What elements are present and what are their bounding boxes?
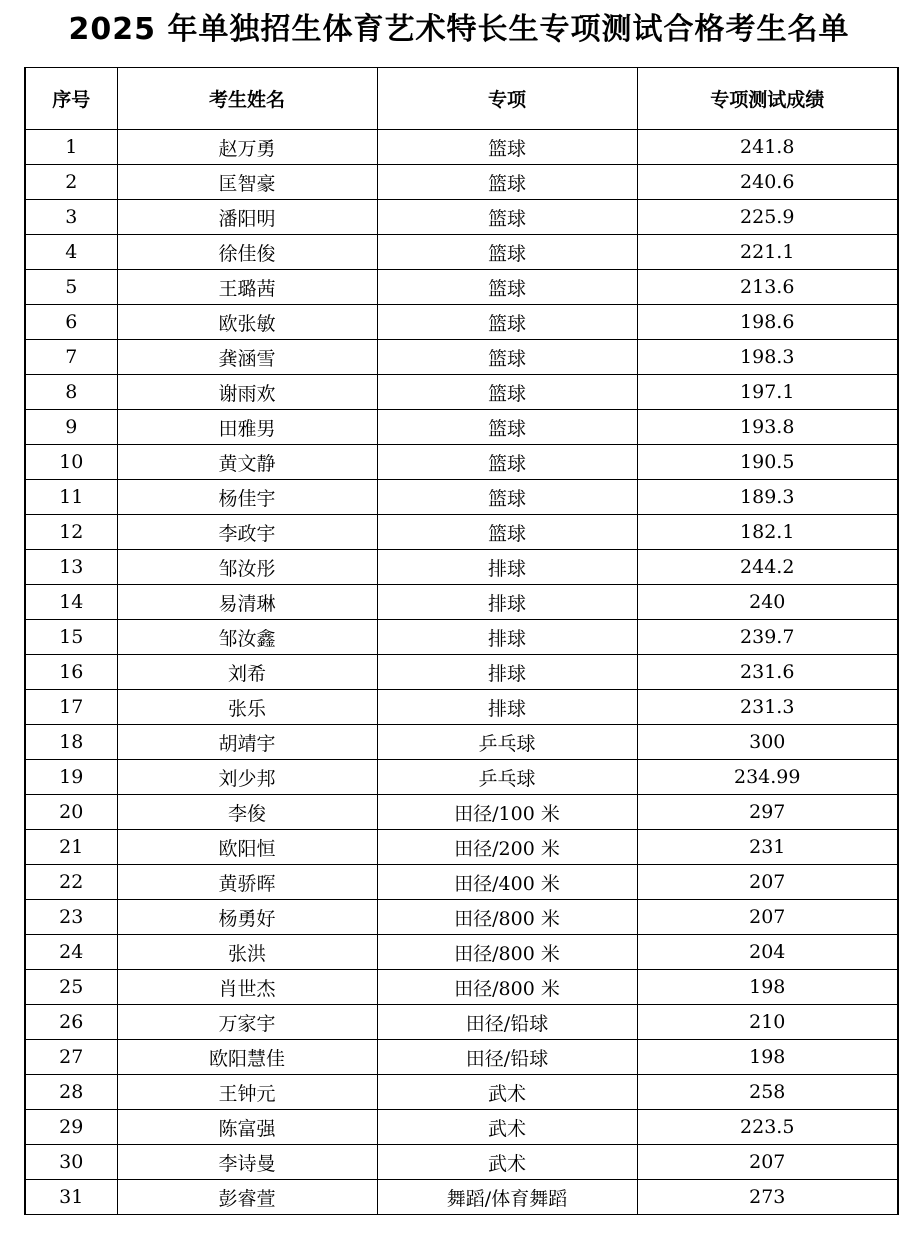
cell-serial-number: 16 (25, 655, 117, 690)
cell-serial-number: 27 (25, 1040, 117, 1075)
cell-student-name: 邹汝鑫 (117, 620, 377, 655)
table-row (25, 690, 898, 725)
cell-student-name: 李政宇 (117, 515, 377, 550)
table-row (25, 1075, 898, 1110)
cell-student-name: 匡智豪 (117, 165, 377, 200)
cell-specialty: 排球 (377, 620, 637, 655)
table-row (25, 340, 898, 375)
cell-specialty: 篮球 (377, 340, 637, 375)
cell-specialty: 篮球 (377, 375, 637, 410)
cell-test-score: 193.8 (637, 410, 898, 445)
cell-student-name: 李诗曼 (117, 1145, 377, 1180)
table-row (25, 1145, 898, 1180)
cell-student-name: 刘少邦 (117, 760, 377, 795)
cell-specialty: 篮球 (377, 130, 637, 165)
cell-serial-number: 4 (25, 235, 117, 270)
cell-student-name: 徐佳俊 (117, 235, 377, 270)
cell-specialty: 武术 (377, 1110, 637, 1145)
table-row (25, 795, 898, 830)
cell-student-name: 杨勇好 (117, 900, 377, 935)
cell-test-score: 198 (637, 970, 898, 1005)
cell-serial-number: 25 (25, 970, 117, 1005)
cell-student-name: 王钟元 (117, 1075, 377, 1110)
cell-student-name: 易清琳 (117, 585, 377, 620)
cell-serial-number: 6 (25, 305, 117, 340)
cell-serial-number: 7 (25, 340, 117, 375)
cell-specialty: 舞蹈/体育舞蹈 (377, 1180, 637, 1215)
cell-test-score: 182.1 (637, 515, 898, 550)
table-row (25, 725, 898, 760)
table-row (25, 1005, 898, 1040)
cell-test-score: 225.9 (637, 200, 898, 235)
cell-student-name: 赵万勇 (117, 130, 377, 165)
table-row (25, 270, 898, 305)
cell-student-name: 张洪 (117, 935, 377, 970)
cell-test-score: 189.3 (637, 480, 898, 515)
cell-student-name: 潘阳明 (117, 200, 377, 235)
cell-test-score: 231.3 (637, 690, 898, 725)
header-test-score: 专项测试成绩 (637, 68, 898, 130)
cell-specialty: 武术 (377, 1075, 637, 1110)
cell-test-score: 198.3 (637, 340, 898, 375)
cell-specialty: 篮球 (377, 235, 637, 270)
cell-test-score: 198.6 (637, 305, 898, 340)
cell-specialty: 乒乓球 (377, 760, 637, 795)
cell-serial-number: 23 (25, 900, 117, 935)
cell-specialty: 田径/800 米 (377, 900, 637, 935)
cell-serial-number: 26 (25, 1005, 117, 1040)
cell-student-name: 黄骄晖 (117, 865, 377, 900)
cell-serial-number: 11 (25, 480, 117, 515)
cell-specialty: 田径/400 米 (377, 865, 637, 900)
header-serial-number: 序号 (25, 68, 117, 130)
cell-serial-number: 31 (25, 1180, 117, 1215)
cell-serial-number: 3 (25, 200, 117, 235)
table-row (25, 1040, 898, 1075)
cell-test-score: 273 (637, 1180, 898, 1215)
cell-test-score: 300 (637, 725, 898, 760)
cell-serial-number: 13 (25, 550, 117, 585)
table-row (25, 235, 898, 270)
table-row (25, 130, 898, 165)
cell-serial-number: 17 (25, 690, 117, 725)
cell-test-score: 241.8 (637, 130, 898, 165)
cell-test-score: 213.6 (637, 270, 898, 305)
table-row (25, 515, 898, 550)
cell-specialty: 篮球 (377, 270, 637, 305)
table-row (25, 900, 898, 935)
cell-test-score: 244.2 (637, 550, 898, 585)
cell-student-name: 欧阳恒 (117, 830, 377, 865)
cell-serial-number: 22 (25, 865, 117, 900)
cell-serial-number: 9 (25, 410, 117, 445)
cell-specialty: 排球 (377, 655, 637, 690)
cell-serial-number: 15 (25, 620, 117, 655)
cell-specialty: 乒乓球 (377, 725, 637, 760)
table-body (25, 130, 898, 1215)
cell-test-score: 240 (637, 585, 898, 620)
cell-student-name: 陈富强 (117, 1110, 377, 1145)
cell-serial-number: 1 (25, 130, 117, 165)
cell-serial-number: 24 (25, 935, 117, 970)
cell-test-score: 240.6 (637, 165, 898, 200)
cell-specialty: 排球 (377, 585, 637, 620)
table-row (25, 620, 898, 655)
cell-specialty: 排球 (377, 550, 637, 585)
cell-test-score: 198 (637, 1040, 898, 1075)
cell-specialty: 武术 (377, 1145, 637, 1180)
cell-specialty: 田径/800 米 (377, 935, 637, 970)
table-row (25, 445, 898, 480)
cell-student-name: 万家宇 (117, 1005, 377, 1040)
cell-serial-number: 12 (25, 515, 117, 550)
table-row (25, 1110, 898, 1145)
cell-specialty: 田径/200 米 (377, 830, 637, 865)
table-row (25, 830, 898, 865)
table-row (25, 655, 898, 690)
cell-serial-number: 8 (25, 375, 117, 410)
cell-serial-number: 5 (25, 270, 117, 305)
cell-specialty: 排球 (377, 690, 637, 725)
cell-test-score: 210 (637, 1005, 898, 1040)
cell-test-score: 207 (637, 900, 898, 935)
cell-student-name: 黄文静 (117, 445, 377, 480)
table-row (25, 480, 898, 515)
table-row (25, 165, 898, 200)
qualified-students-table (24, 67, 899, 1215)
table-row (25, 1180, 898, 1215)
cell-student-name: 彭睿萱 (117, 1180, 377, 1215)
cell-test-score: 231 (637, 830, 898, 865)
cell-test-score: 207 (637, 865, 898, 900)
cell-specialty: 田径/铅球 (377, 1040, 637, 1075)
cell-test-score: 221.1 (637, 235, 898, 270)
cell-serial-number: 14 (25, 585, 117, 620)
cell-test-score: 204 (637, 935, 898, 970)
cell-test-score: 223.5 (637, 1110, 898, 1145)
cell-specialty: 篮球 (377, 305, 637, 340)
cell-specialty: 田径/铅球 (377, 1005, 637, 1040)
cell-test-score: 239.7 (637, 620, 898, 655)
cell-student-name: 胡靖宇 (117, 725, 377, 760)
table-row (25, 410, 898, 445)
cell-student-name: 欧阳慧佳 (117, 1040, 377, 1075)
page-title: 2025 年单独招生体育艺术特长生专项测试合格考生名单 (68, 12, 850, 47)
cell-serial-number: 30 (25, 1145, 117, 1180)
table-row (25, 375, 898, 410)
table-row (25, 760, 898, 795)
cell-specialty: 田径/100 米 (377, 795, 637, 830)
cell-test-score: 231.6 (637, 655, 898, 690)
cell-student-name: 王璐茜 (117, 270, 377, 305)
cell-serial-number: 19 (25, 760, 117, 795)
cell-specialty: 篮球 (377, 165, 637, 200)
cell-test-score: 197.1 (637, 375, 898, 410)
cell-serial-number: 21 (25, 830, 117, 865)
cell-serial-number: 28 (25, 1075, 117, 1110)
table-row (25, 550, 898, 585)
table-row (25, 970, 898, 1005)
cell-serial-number: 29 (25, 1110, 117, 1145)
cell-student-name: 欧张敏 (117, 305, 377, 340)
cell-specialty: 篮球 (377, 445, 637, 480)
cell-specialty: 篮球 (377, 480, 637, 515)
cell-student-name: 刘希 (117, 655, 377, 690)
cell-serial-number: 20 (25, 795, 117, 830)
table-row (25, 200, 898, 235)
cell-student-name: 杨佳宇 (117, 480, 377, 515)
table-row (25, 935, 898, 970)
cell-test-score: 207 (637, 1145, 898, 1180)
cell-test-score: 234.99 (637, 760, 898, 795)
cell-test-score: 258 (637, 1075, 898, 1110)
cell-specialty: 田径/800 米 (377, 970, 637, 1005)
cell-specialty: 篮球 (377, 410, 637, 445)
cell-specialty: 篮球 (377, 515, 637, 550)
cell-student-name: 邹汝彤 (117, 550, 377, 585)
cell-student-name: 肖世杰 (117, 970, 377, 1005)
table-row (25, 865, 898, 900)
header-student-name: 考生姓名 (117, 68, 377, 130)
cell-serial-number: 10 (25, 445, 117, 480)
header-specialty: 专项 (377, 68, 637, 130)
cell-specialty: 篮球 (377, 200, 637, 235)
cell-serial-number: 2 (25, 165, 117, 200)
cell-student-name: 李俊 (117, 795, 377, 830)
cell-student-name: 田雅男 (117, 410, 377, 445)
table-row (25, 585, 898, 620)
cell-student-name: 谢雨欢 (117, 375, 377, 410)
cell-serial-number: 18 (25, 725, 117, 760)
cell-test-score: 190.5 (637, 445, 898, 480)
cell-test-score: 297 (637, 795, 898, 830)
cell-student-name: 张乐 (117, 690, 377, 725)
table-header-row (25, 68, 898, 130)
table-row (25, 305, 898, 340)
cell-student-name: 龚涵雪 (117, 340, 377, 375)
